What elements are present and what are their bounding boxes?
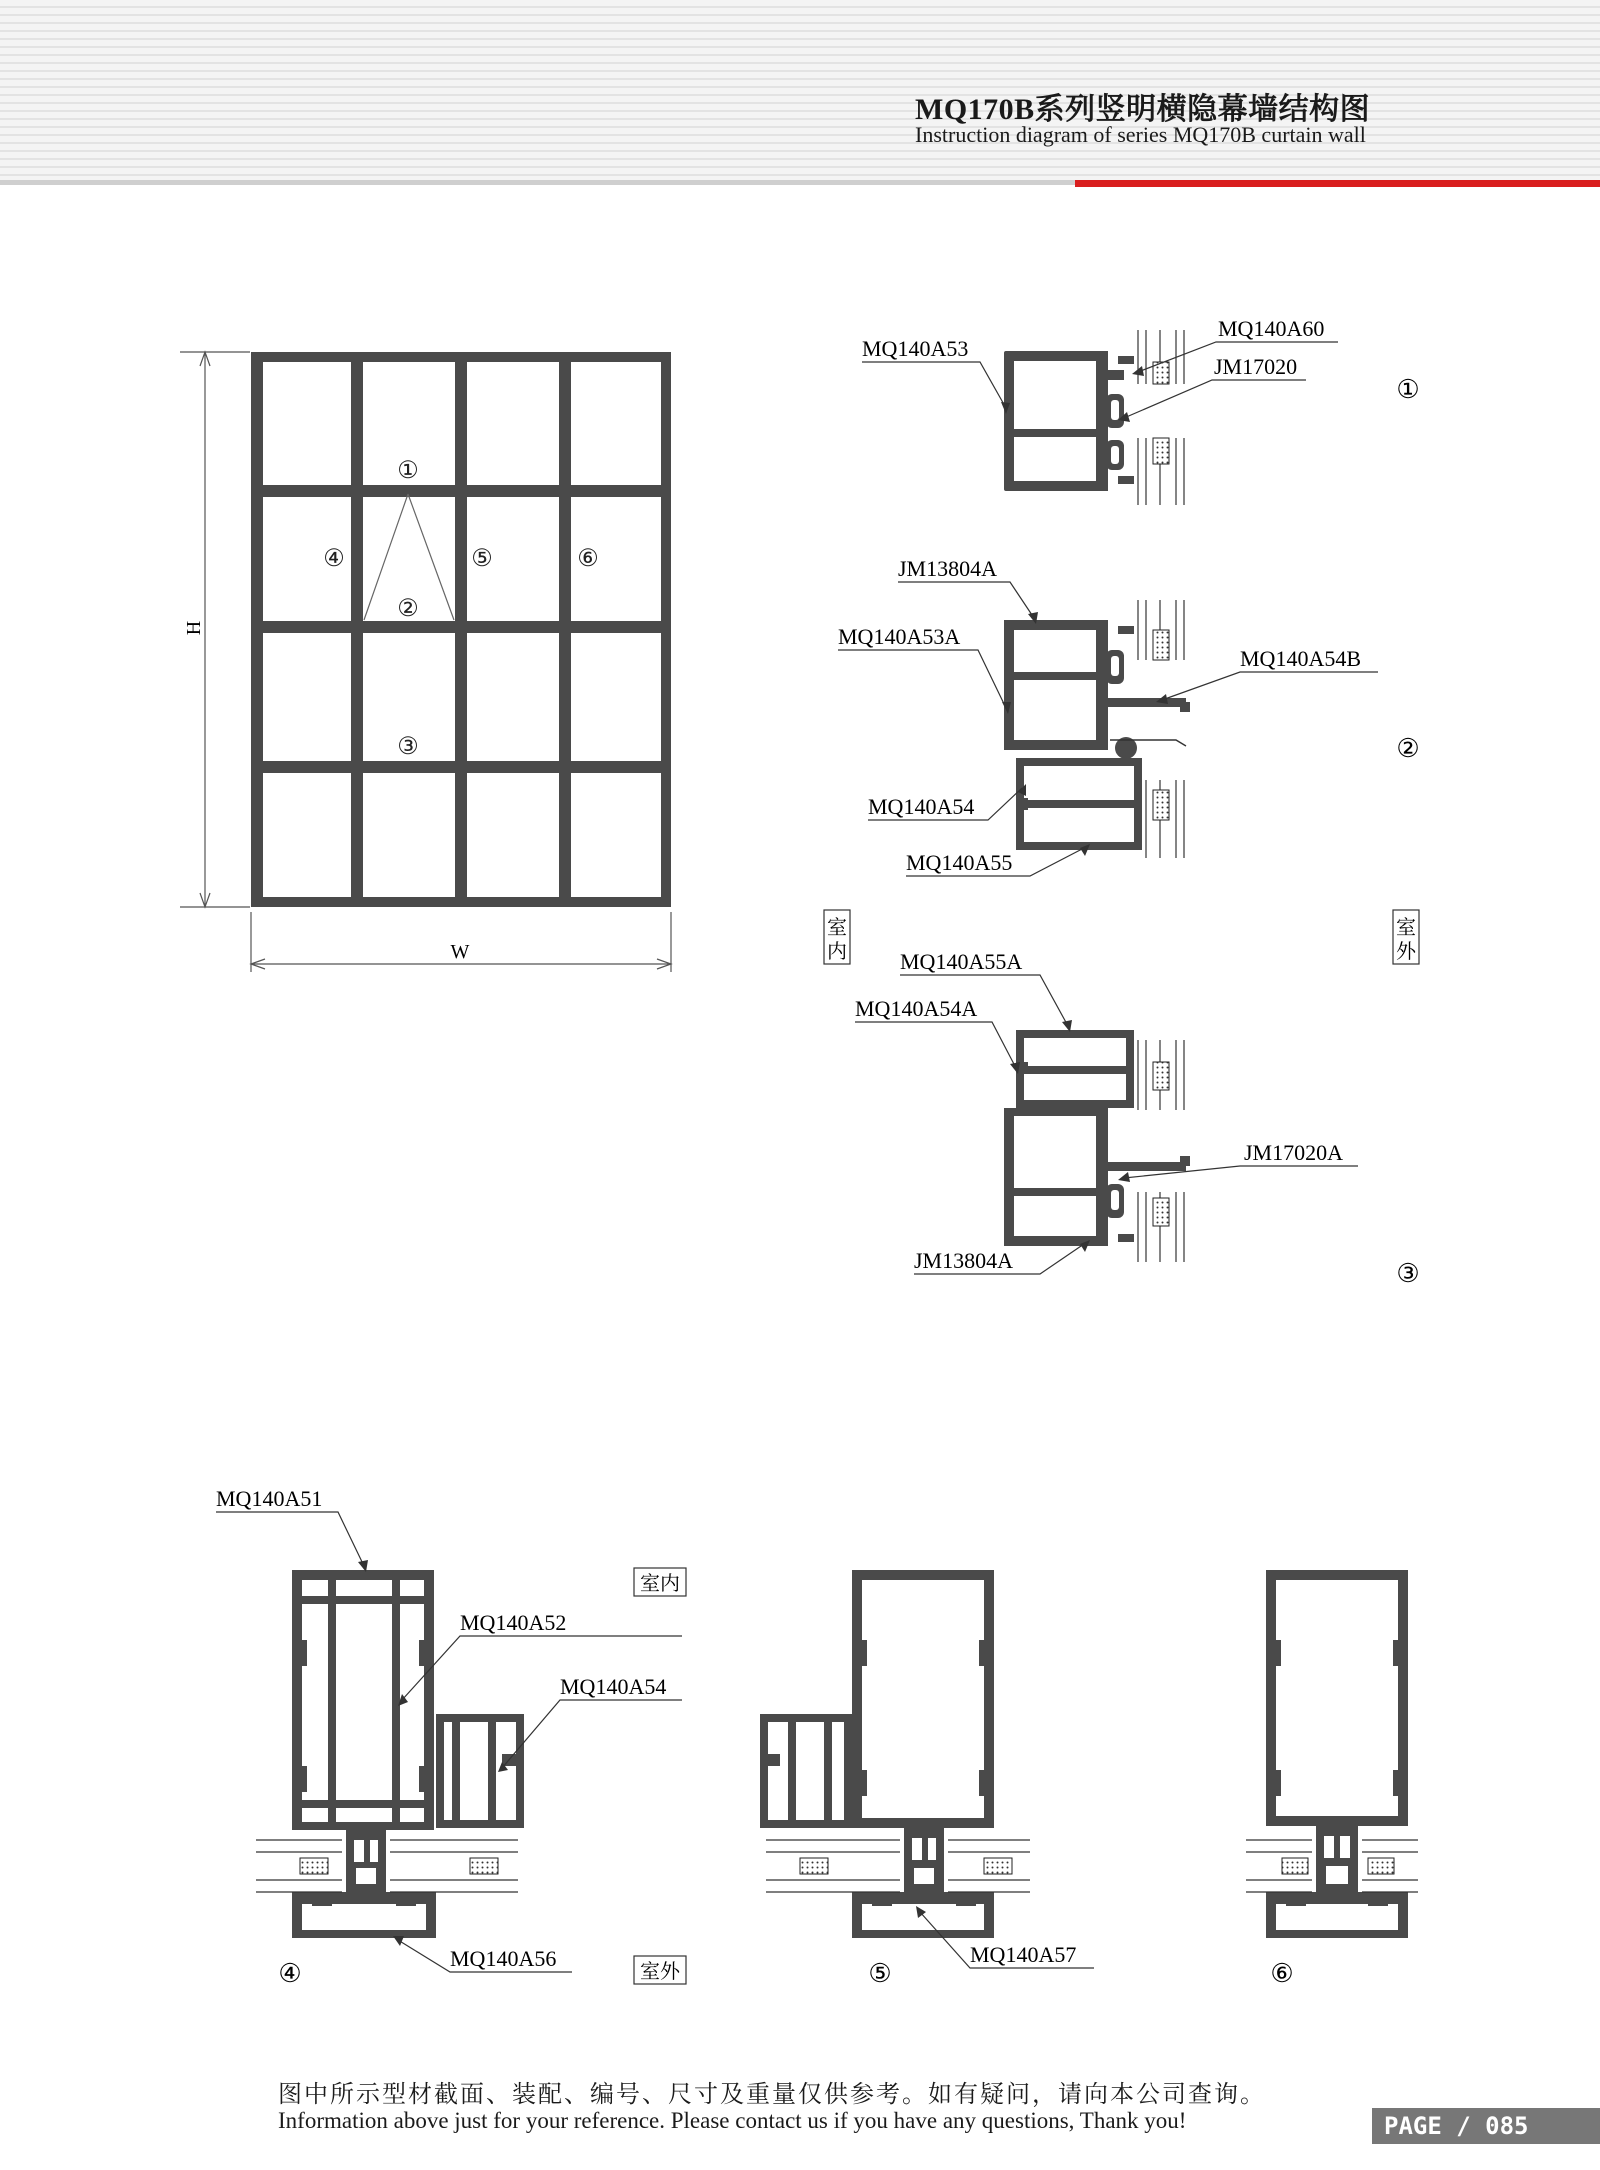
s1-label-jm17020: JM17020 xyxy=(1214,354,1298,379)
s6-marker: ⑥ xyxy=(1270,1959,1294,1988)
s4-label-a51: MQ140A51 xyxy=(216,1486,323,1511)
indoor-side-label xyxy=(824,910,850,964)
s5-label-a57: MQ140A57 xyxy=(970,1942,1077,1967)
section-2 xyxy=(838,556,1420,876)
s4-indoor-text: 室内 xyxy=(640,1571,680,1595)
outdoor-char-2: 外 xyxy=(1396,939,1416,963)
section-4 xyxy=(216,1486,686,1988)
s4-marker: ④ xyxy=(278,1959,302,1988)
s4-outdoor-tag xyxy=(634,1956,686,1984)
footer-note-en: Information above just for your reference. Please contact us if you have any questions, Thank you! xyxy=(278,2108,1187,2133)
s3-label-jm13804a: JM13804A xyxy=(914,1248,1014,1273)
outdoor-char-1: 室 xyxy=(1396,915,1416,939)
indoor-char-1: 室 xyxy=(827,915,847,939)
page-number-badge: PAGE / 085 xyxy=(1372,2108,1600,2144)
outdoor-side-label xyxy=(1393,910,1419,964)
s2-marker: ② xyxy=(1396,734,1420,763)
elevation-view xyxy=(180,352,671,972)
s2-label-a54b: MQ140A54B xyxy=(1240,646,1362,671)
height-label: H xyxy=(183,620,205,636)
s2-label-a53a: MQ140A53A xyxy=(838,624,961,649)
elevation-marker-5: ⑤ xyxy=(471,546,493,572)
s3-marker: ③ xyxy=(1396,1259,1420,1288)
s3-label-a54a: MQ140A54A xyxy=(855,996,978,1021)
s2-label-a54: MQ140A54 xyxy=(868,794,975,819)
width-label: W xyxy=(450,941,470,963)
page-title: MQ170B系列竖明横隐幕墙结构图 xyxy=(915,93,1371,126)
s4-label-a54: MQ140A54 xyxy=(560,1674,667,1699)
section-3 xyxy=(855,949,1420,1288)
section-1 xyxy=(862,316,1420,505)
page-subtitle: Instruction diagram of series MQ170B curtain wall xyxy=(915,122,1366,147)
s4-label-a56: MQ140A56 xyxy=(450,1946,557,1971)
elevation-marker-4: ④ xyxy=(323,546,345,572)
section-5 xyxy=(760,1570,1094,1988)
s4-outdoor-text: 室外 xyxy=(640,1959,680,1983)
s3-label-a55a: MQ140A55A xyxy=(900,949,1023,974)
s2-label-jm13804a: JM13804A xyxy=(898,556,998,581)
s3-label-jm17020a: JM17020A xyxy=(1244,1140,1344,1165)
elevation-marker-3: ③ xyxy=(397,734,419,760)
indoor-char-2: 内 xyxy=(827,939,847,963)
s2-label-a55: MQ140A55 xyxy=(906,850,1013,875)
footer-note-cn: 图中所示型材截面、装配、编号、尺寸及重量仅供参考。如有疑问，请向本公司查询。 xyxy=(278,2080,1266,2108)
s1-marker: ① xyxy=(1396,375,1420,404)
elevation-marker-6: ⑥ xyxy=(577,546,599,572)
s1-label-a60: MQ140A60 xyxy=(1218,316,1325,341)
elevation-marker-1: ① xyxy=(397,458,419,484)
s1-label-a53: MQ140A53 xyxy=(862,336,969,361)
s4-indoor-tag xyxy=(634,1568,686,1596)
elevation-marker-2: ② xyxy=(397,596,419,622)
section-6 xyxy=(1246,1570,1418,1988)
s5-marker: ⑤ xyxy=(868,1959,892,1988)
s4-label-a52: MQ140A52 xyxy=(460,1610,567,1635)
